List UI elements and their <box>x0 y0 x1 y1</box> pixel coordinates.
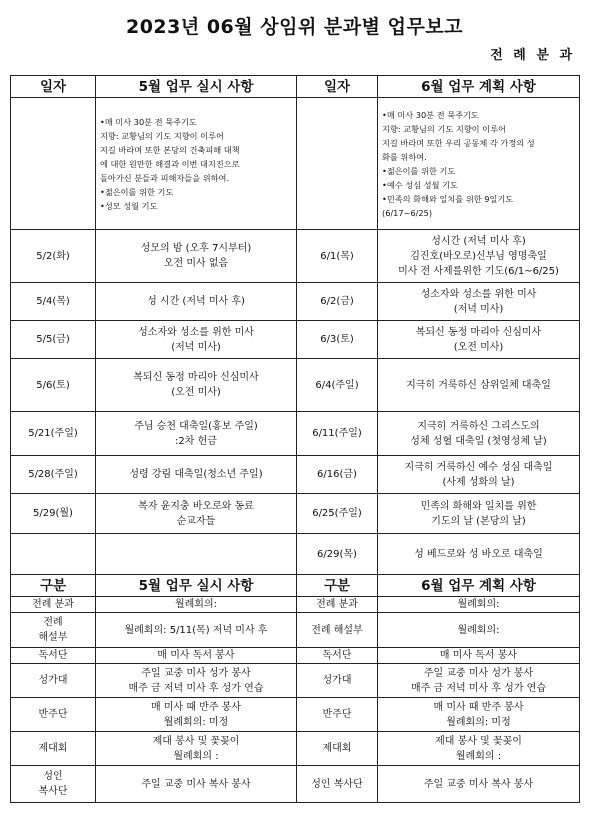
june-plan-cell <box>378 456 580 494</box>
group-may-cell <box>96 698 297 732</box>
may-task-cell <box>96 494 297 534</box>
may-date-cell: 5/28(주일) <box>11 456 96 494</box>
text-line: 제대 봉사 및 꽃꽂이 <box>152 735 240 747</box>
group-name-may <box>11 664 96 698</box>
text-line: 매주 금 저녁 미사 후 성가 연습 <box>411 682 546 694</box>
text-line: 주일 교중 미사 복사 봉사 <box>141 778 251 790</box>
text-line: 반주단 <box>38 709 68 720</box>
group-name-may <box>11 698 96 732</box>
text-line: 돌아가신 분들과 피해자들을 위하여. <box>100 172 230 183</box>
text-line: •성모 성월 기도 <box>100 200 158 211</box>
group-name-june <box>297 664 378 698</box>
june-date-cell: 6/29(목) <box>297 534 378 575</box>
june-date-cell: 6/16(금) <box>297 456 378 494</box>
text-line: 성인 <box>43 771 63 782</box>
text-line: 기도의 날 (본당의 날) <box>431 515 526 527</box>
section-header-group-june: 구분 <box>297 575 378 597</box>
section-header-group-may: 구분 <box>11 575 96 597</box>
text-line: 오전 미사 없음 <box>163 258 229 269</box>
text-line: (저녁 미사) <box>171 341 221 353</box>
schedule-row <box>11 412 580 456</box>
text-line: 성가대 <box>322 675 352 686</box>
group-june-cell <box>378 648 580 664</box>
text-line: 월례회의: 5/11(목) 저녁 미사 후 <box>124 624 268 636</box>
text-line: 주일 교중 미사 성가 봉사 <box>141 667 251 679</box>
june-plan-cell <box>378 412 580 456</box>
group-june-cell <box>378 698 580 732</box>
text-line: 에 대한 원만한 해결과 이번 대지진으로 <box>100 158 240 169</box>
group-may-cell <box>96 766 297 803</box>
june-plan-cell <box>378 230 580 283</box>
may-date-cell: 5/29(월) <box>11 494 96 534</box>
schedule-row <box>11 283 580 321</box>
text-line: 전례 분과 <box>32 599 74 610</box>
text-line: 성 베드로와 성 바오로 대축일 <box>414 548 543 560</box>
section-header-june-plans: 6월 업무 계획 사항 <box>378 575 580 597</box>
text-line: 월례회의 : <box>173 750 219 762</box>
text-line: 복자 윤지충 바오로와 동료 <box>138 500 254 512</box>
text-line: 복사단 <box>38 786 68 797</box>
text-line: 주님 승천 대축일(홍보 주일) <box>134 420 258 432</box>
group-may-cell <box>96 597 297 613</box>
text-line: 전례 해설부 <box>311 624 363 636</box>
text-line: 제대회 <box>322 743 352 754</box>
text-line: 해설부 <box>38 632 68 643</box>
group-name-may <box>11 597 96 613</box>
text-line: 제대 봉사 및 꽃꽂이 <box>435 735 522 747</box>
group-june-cell <box>378 613 580 648</box>
text-line: 민족의 화해와 일치를 위한 <box>420 500 537 512</box>
may-date-cell: 5/5(금) <box>11 321 96 359</box>
group-row <box>11 732 580 766</box>
header-date-may: 일자 <box>11 76 96 98</box>
text-line: 전례 분과 <box>316 599 358 610</box>
report-table <box>10 75 580 803</box>
text-line: •젊은이를 위한 기도 <box>382 165 456 176</box>
schedule-row <box>11 321 580 359</box>
text-line: 성소자와 성소를 위한 미사 <box>138 326 254 338</box>
text-line: 성소자와 성소를 위한 미사 <box>420 288 537 300</box>
schedule-row <box>11 534 580 575</box>
schedule-row <box>11 456 580 494</box>
section-header-row <box>11 575 580 597</box>
group-row <box>11 766 580 803</box>
text-line: 주일 교중 미사 성가 봉사 <box>423 667 534 679</box>
june-plan-cell <box>378 321 580 359</box>
may-date-cell: 5/6(토) <box>11 359 96 412</box>
header-may-tasks: 5월 업무 실시 사항 <box>96 76 297 98</box>
may-task-cell <box>96 456 297 494</box>
group-june-cell <box>378 766 580 803</box>
header-date-june: 일자 <box>297 76 378 98</box>
schedule-row <box>11 494 580 534</box>
may-task-cell <box>96 283 297 321</box>
may-date-cell <box>11 534 96 575</box>
group-may-cell <box>96 613 297 648</box>
june-date-cell: 6/4(주일) <box>297 359 378 412</box>
group-name-june <box>297 613 378 648</box>
text-line: 미사 전 사제를위한 기도(6/1~6/25) <box>398 265 559 277</box>
text-line: 전례 <box>43 617 63 628</box>
may-task-cell <box>96 359 297 412</box>
text-line: 성시간 (저녁 미사 후) <box>431 235 526 247</box>
text-line: 지향: 교황님의 기도 지향이 이루어 <box>382 123 506 134</box>
text-line: 매 미사 때 반주 봉사 <box>433 701 524 713</box>
text-line: •젊은이를 위한 기도 <box>100 186 174 197</box>
text-line: 지극히 거룩하신 예수 성심 대축일 <box>404 461 553 473</box>
may-task-cell <box>96 412 297 456</box>
text-line: 순교자들 <box>176 515 216 527</box>
text-line: 성모의 밤 (오후 7시부터) <box>140 243 252 254</box>
text-line: 매 미사 때 반주 봉사 <box>151 701 241 713</box>
text-line: 복되신 동정 마리아 신심미사 <box>133 372 259 383</box>
june-date-cell: 6/3(토) <box>297 321 378 359</box>
header-june-plans: 6월 업무 계획 사항 <box>378 76 580 98</box>
group-name-may <box>11 648 96 664</box>
june-date-cell: 6/1(목) <box>297 230 378 283</box>
group-name-may <box>11 766 96 803</box>
text-line: 월례회의: 미정 <box>446 716 511 728</box>
may-date-cell: 5/4(목) <box>11 283 96 321</box>
group-name-june <box>297 698 378 732</box>
text-line: 지향: 교황님의 기도 지향이 이루어 <box>100 130 224 141</box>
header-row <box>11 76 580 98</box>
group-may-cell <box>96 664 297 698</box>
prayer-row <box>11 98 580 230</box>
department-label: 전 례 분 과 <box>490 48 575 63</box>
text-line: (사제 성화의 날) <box>442 476 515 488</box>
may-task-cell <box>96 230 297 283</box>
text-line: 성체 성혈 대축일 (첫영성체 날) <box>410 435 547 447</box>
group-june-cell <box>378 597 580 613</box>
text-line: (6/17~6/25) <box>382 207 433 218</box>
text-line: 월례회의 : <box>455 750 502 762</box>
text-line: •예수 성심 성월 기도 <box>382 179 458 190</box>
may-date-cell: 5/2(화) <box>11 230 96 283</box>
report-title: 2023년 06월 상임위 분과별 업무보고 <box>125 16 464 38</box>
text-line: 성인 복사단 <box>311 778 363 790</box>
june-date-cell: 6/25(주일) <box>297 494 378 534</box>
text-line: 김진호(바오로)신부님 영명축일 <box>410 250 547 262</box>
group-name-june <box>297 766 378 803</box>
text-line: 독서단 <box>38 650 68 661</box>
text-line: (저녁 미사) <box>453 303 504 315</box>
prayer-date-may <box>11 98 96 230</box>
text-line: (오전 미사) <box>453 341 504 353</box>
text-line: •매 미사 30분 전 묵주기도 <box>100 116 197 127</box>
prayer-date-june <box>297 98 378 230</box>
group-row <box>11 597 580 613</box>
text-line: 지극히 거룩하신 그리스도의 <box>417 420 540 432</box>
prayer-june-cell <box>378 98 580 230</box>
may-date-cell: 5/21(주일) <box>11 412 96 456</box>
group-row <box>11 698 580 732</box>
group-june-cell <box>378 732 580 766</box>
schedule-row <box>11 230 580 283</box>
group-row <box>11 664 580 698</box>
text-line: 복되신 동정 마리아 신심미사 <box>415 326 542 338</box>
section-header-may-tasks: 5월 업무 실시 사항 <box>96 575 297 597</box>
text-line: 성령 강림 대축일(청소년 주일) <box>129 469 263 480</box>
group-row <box>11 613 580 648</box>
text-line: 매주 금 저녁 미사 후 성가 연습 <box>128 682 264 694</box>
group-name-june <box>297 597 378 613</box>
group-name-june <box>297 648 378 664</box>
june-date-cell: 6/11(주일) <box>297 412 378 456</box>
group-name-june <box>297 732 378 766</box>
may-task-cell <box>96 321 297 359</box>
text-line: 독서단 <box>322 650 352 661</box>
text-line: 성 시간 (저녁 미사 후) <box>147 296 245 307</box>
group-name-may <box>11 732 96 766</box>
text-line: 월례회의: <box>174 599 217 610</box>
group-name-may <box>11 613 96 648</box>
june-date-cell: 6/2(금) <box>297 283 378 321</box>
text-line: :2차 헌금 <box>175 435 217 447</box>
june-plan-cell <box>378 534 580 575</box>
text-line: 매 미사 독서 봉사 <box>157 650 235 661</box>
text-line: 제대회 <box>38 743 68 754</box>
text-line: •매 미사 30분 전 묵주기도 <box>382 109 479 120</box>
june-plan-cell <box>378 494 580 534</box>
group-may-cell <box>96 648 297 664</box>
june-plan-cell <box>378 283 580 321</box>
text-line: 지길 바라며 또한 본당의 건축피해 대책 <box>100 144 240 155</box>
group-row <box>11 648 580 664</box>
schedule-row <box>11 359 580 412</box>
text-line: •민족의 화해와 일치를 위한 9일기도 <box>382 193 514 204</box>
text-line: 성가대 <box>38 675 68 686</box>
group-may-cell <box>96 732 297 766</box>
text-line: 화를 위하여. <box>382 151 427 162</box>
text-line: 반주단 <box>322 709 352 720</box>
text-line: (오전 미사) <box>171 387 221 398</box>
prayer-may-cell <box>96 98 297 230</box>
text-line: 주일 교중 미사 복사 봉사 <box>423 778 534 790</box>
text-line: 월례회의: 미정 <box>163 716 229 728</box>
text-line: 지길 바라며 또한 우리 공동체 각 가정의 성 <box>382 137 535 148</box>
text-line: 월례회의: <box>457 599 500 610</box>
june-plan-cell <box>378 359 580 412</box>
text-line: 매 미사 독서 봉사 <box>439 650 518 661</box>
text-line: 지극히 거룩하신 삼위일체 대축일 <box>406 379 551 391</box>
text-line: 월례회의: <box>457 624 500 636</box>
group-june-cell <box>378 664 580 698</box>
may-task-cell <box>96 534 297 575</box>
